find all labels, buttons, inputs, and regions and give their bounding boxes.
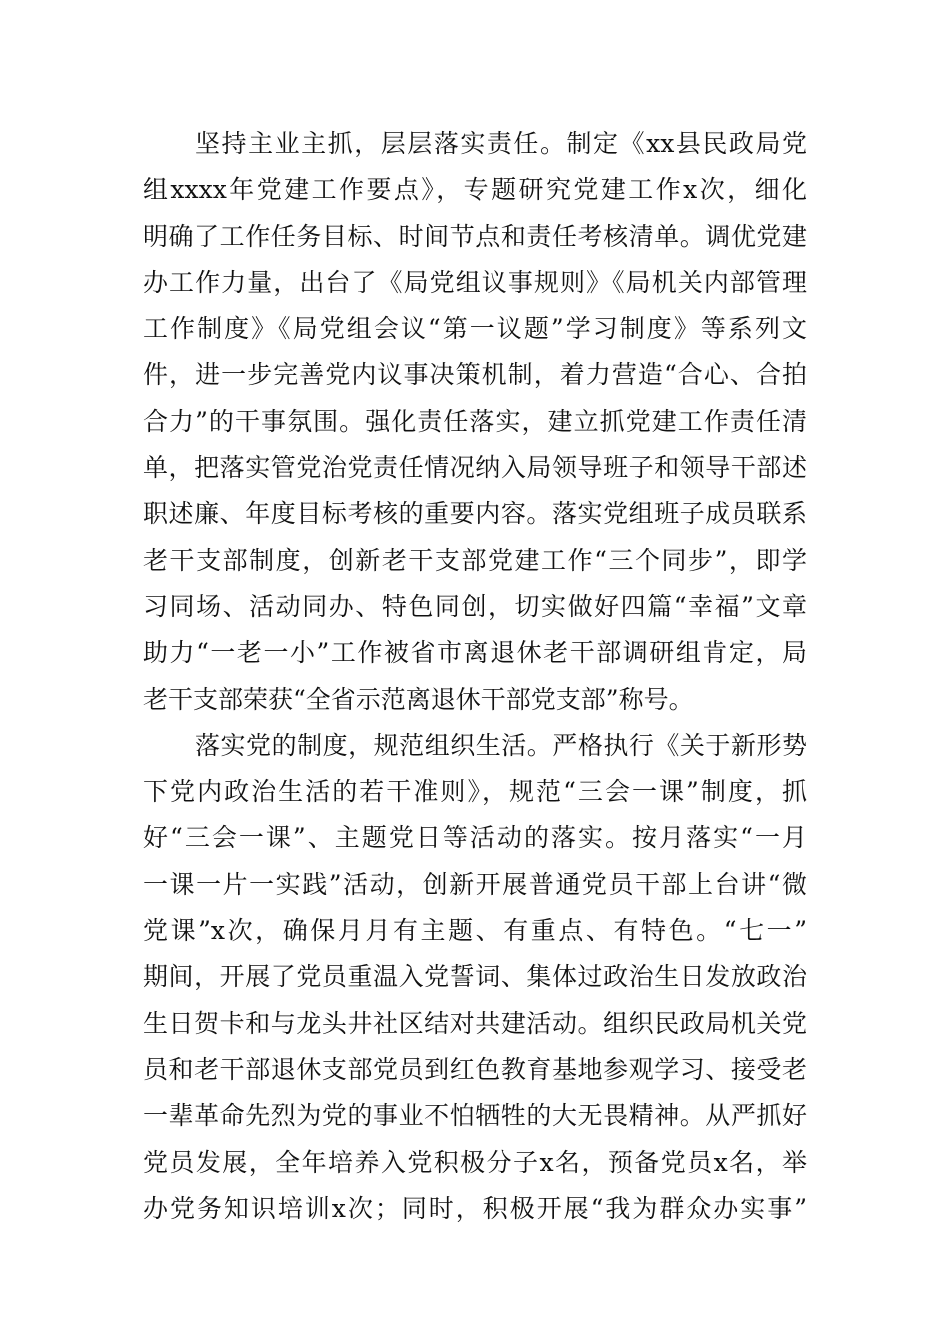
- text-line: 单，把落实管党治党责任情况纳入局领导班子和领导干部述: [143, 453, 807, 483]
- text-line: 一课一片一实践”活动，创新开展普通党员干部上台讲“微: [143, 869, 807, 899]
- text-line: 下党内政治生活的若干准则》，规范“三会一课”制度，抓: [143, 777, 807, 807]
- text-line: 习同场、活动同办、特色同创，切实做好四篇“幸福”文章: [143, 591, 807, 621]
- text-line: 员和老干部退休支部党员到红色教育基地参观学习、接受老: [143, 1054, 807, 1084]
- text-line: 期间，开展了党员重温入党誓词、集体过政治生日发放政治: [143, 962, 807, 992]
- text-line: 落实党的制度，规范组织生活。严格执行《关于新形势: [195, 730, 807, 760]
- text-line: 件，进一步完善党内议事决策机制，着力营造“合心、合拍: [143, 360, 807, 390]
- text-line: 办党务知识培训x次；同时，积极开展“我为群众办实事”: [143, 1193, 807, 1223]
- text-line: 好“三会一课”、主题党日等活动的落实。按月落实“一月: [143, 823, 807, 853]
- text-line: 助力“一老一小”工作被省市离退休老干部调研组肯定，局: [143, 638, 807, 668]
- text-line: 组xxxx年党建工作要点》，专题研究党建工作x次，细化: [143, 175, 807, 205]
- text-line: 坚持主业主抓，层层落实责任。制定《xx县民政局党: [195, 129, 807, 158]
- text-line: 职述廉、年度目标考核的重要内容。落实党组班子成员联系: [143, 499, 807, 529]
- text-line: 一辈革命先烈为党的事业不怕牺牲的大无畏精神。从严抓好: [143, 1101, 807, 1131]
- text-line: 合力”的干事氛围。强化责任落实，建立抓党建工作责任清: [143, 406, 807, 436]
- text-line: 生日贺卡和与龙头井社区结对共建活动。组织民政局机关党: [143, 1008, 807, 1038]
- paragraph-organization-life: [143, 723, 807, 1232]
- document-body: [143, 121, 807, 1232]
- text-line: 党课”x次，确保月月有主题、有重点、有特色。“七一”: [143, 916, 807, 946]
- text-line: 明确了工作任务目标、时间节点和责任考核清单。调优党建: [143, 221, 807, 251]
- text-line: 老干支部荣获“全省示范离退休干部党支部”称号。: [143, 684, 694, 714]
- text-line: 工作制度》《局党组会议“第一议题”学习制度》等系列文: [143, 314, 807, 344]
- paragraph-responsibility: [143, 121, 807, 723]
- text-line: 办工作力量，出台了《局党组议事规则》《局机关内部管理: [143, 267, 807, 297]
- text-line: 党员发展，全年培养入党积极分子x名，预备党员x名，举: [143, 1147, 807, 1177]
- text-line: 老干支部制度，创新老干支部党建工作“三个同步”，即学: [143, 545, 807, 575]
